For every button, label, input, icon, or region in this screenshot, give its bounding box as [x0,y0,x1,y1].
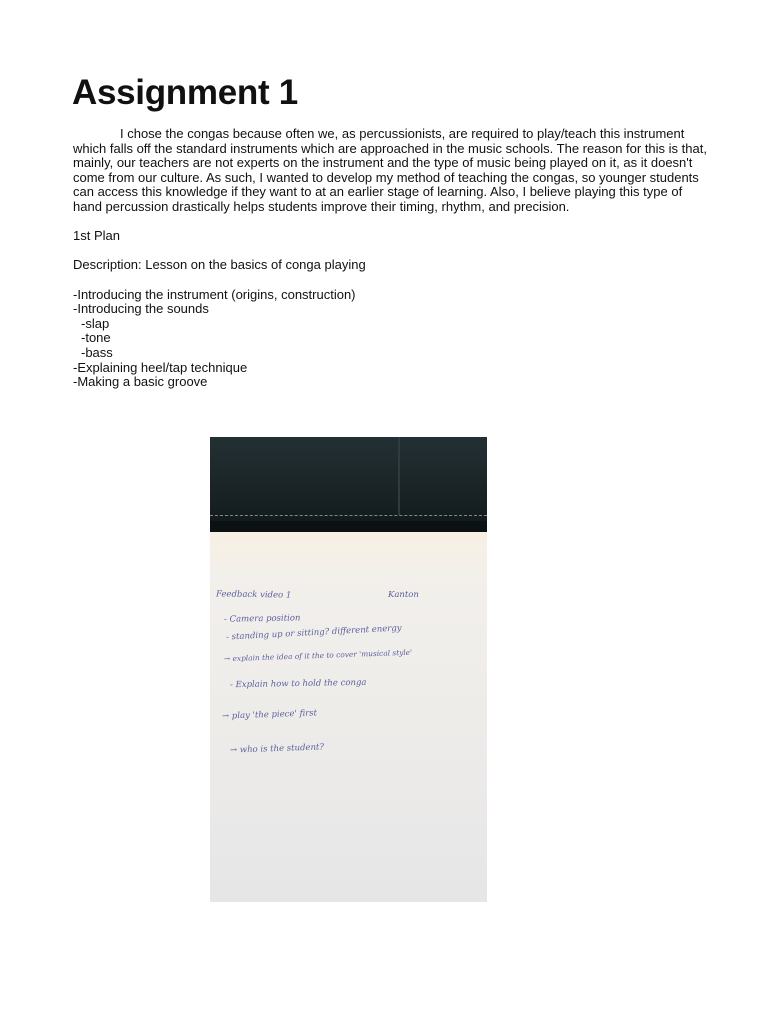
leather-folder [210,437,487,532]
outline-subitem: -tone [81,330,111,346]
lesson-description: Description: Lesson on the basics of conga playing [73,257,366,273]
handwritten-notes-photo [210,437,487,902]
outline-item: -Making a basic groove [73,374,208,390]
note-line: → play 'the piece' first [221,708,318,722]
note-line: → who is the student? [229,742,325,756]
note-signature: Kanton [388,590,419,600]
outline-subitem: -slap [81,315,110,331]
outline-item: -Introducing the instrument (origins, construction) [73,286,356,302]
lesson-outline [73,288,713,390]
plan-heading: 1st Plan [73,228,120,244]
note-line: - standing up or sitting? different energy [225,623,402,643]
document-body [73,127,713,390]
document-title: Assignment 1 [72,73,298,112]
outline-item: -Introducing the sounds [73,301,209,317]
note-heading: Feedback video 1 [215,589,292,601]
intro-paragraph: I chose the congas because often we, as percussionists, are required to play/teach this instrument which falls off the standard instruments which are approached in the music schools. The reason for this is that, mainly, our teachers are not experts on the instrument and the type of music being played on it, as it doesn't come from our culture. As such, I wanted to develop my method of teaching the congas, so younger students can access this knowledge if they want to at an earlier stage of learning. Also, I believe playing this type of hand percussion drastically helps students improve their timing, rhythm, and precision. [73,126,707,214]
outline-subitem: -bass [81,344,113,360]
note-line: - Explain how to hold the conga [229,677,367,691]
note-line: → explain the idea of it the to cover 'musical style' [223,647,413,664]
outline-item: -Explaining heel/tap technique [73,359,248,375]
note-line: - Camera position [223,613,301,625]
